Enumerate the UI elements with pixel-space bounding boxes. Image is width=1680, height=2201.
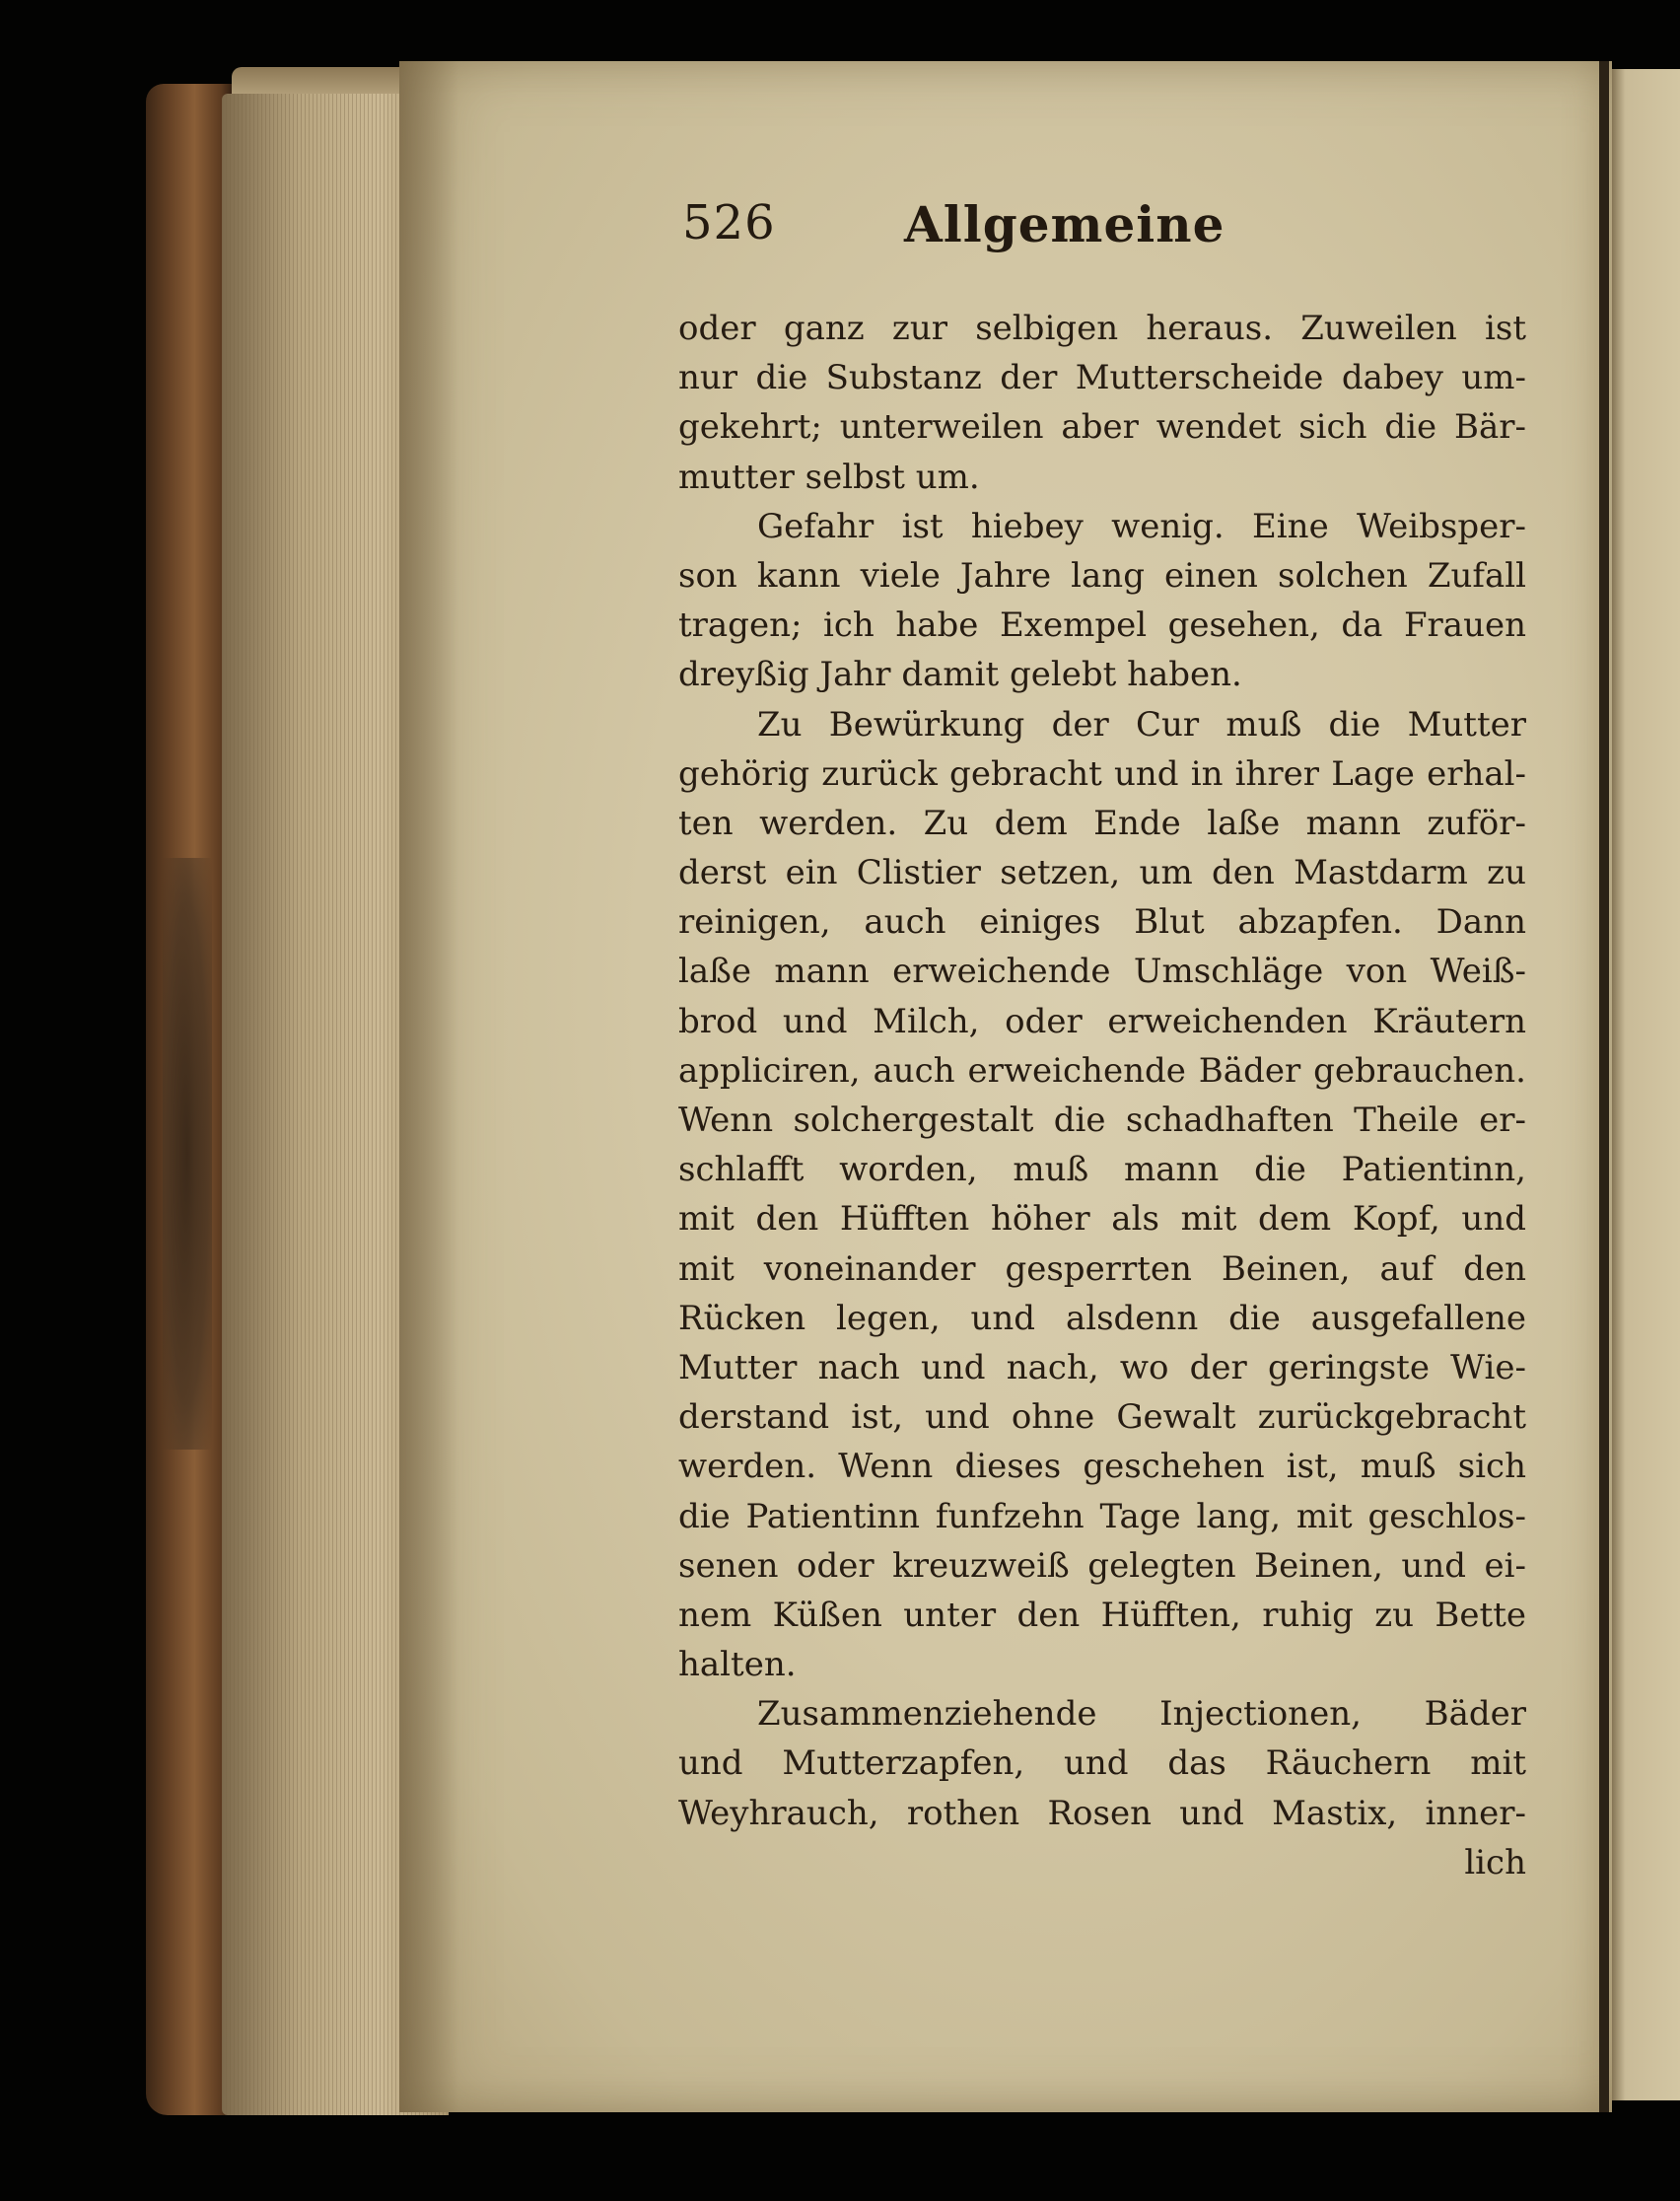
text-line: tragen; ich habe Exempel gesehen, da Frauen bbox=[678, 605, 1526, 646]
text-line: gekehrt; unterweilen aber wendet sich die Bär- bbox=[678, 407, 1526, 448]
text-line: senen oder kreuzweiß gelegten Beinen, und ei- bbox=[678, 1545, 1526, 1586]
text-line: Gefahr ist hiebey wenig. Eine Weibsper- bbox=[757, 506, 1526, 546]
text-line: reinigen, auch einiges Blut abzapfen. Dann bbox=[678, 902, 1526, 943]
text-line: nur die Substanz der Mutterscheide dabey um- bbox=[678, 358, 1526, 398]
page-gutter bbox=[399, 61, 458, 2112]
facing-page bbox=[1607, 69, 1680, 2100]
text-line: werden. Wenn dieses geschehen ist, muß sich bbox=[678, 1447, 1526, 1487]
running-header bbox=[682, 195, 1274, 274]
text-line: halten. bbox=[678, 1645, 797, 1685]
text-line: mutter selbst um. bbox=[678, 457, 980, 497]
text-line: die Patientinn funfzehn Tage lang, mit geschlos- bbox=[678, 1496, 1526, 1536]
text-line: dreyßig Jahr damit gelebt haben. bbox=[678, 655, 1242, 695]
text-line: Zu Bewürkung der Cur muß die Mutter bbox=[757, 704, 1526, 745]
text-line: und Mutterzapfen, und das Räuchern mit bbox=[678, 1743, 1526, 1784]
text-line: gehörig zurück gebracht und in ihrer Lage erhal- bbox=[678, 753, 1526, 794]
text-line: schlafft worden, muß mann die Patientinn, bbox=[678, 1150, 1526, 1190]
text-line: Weyhrauch, rothen Rosen und Mastix, inner- bbox=[678, 1793, 1526, 1833]
running-title: Allgemeine bbox=[904, 195, 1225, 253]
text-line: appliciren, auch erweichende Bäder gebrauchen. bbox=[678, 1050, 1526, 1091]
catchword: lich bbox=[1464, 1842, 1526, 1882]
text-line: ten werden. Zu dem Ende laße mann zuför- bbox=[678, 803, 1526, 843]
text-line: brod und Milch, oder erweichenden Kräutern bbox=[678, 1001, 1526, 1041]
page-number: 526 bbox=[682, 195, 776, 250]
facing-page-edge bbox=[1599, 61, 1609, 2112]
text-line: Wenn solchergestalt die schadhaften Theile er- bbox=[678, 1100, 1526, 1140]
text-line: derst ein Clistier setzen, um den Mastdarm zu bbox=[678, 853, 1526, 893]
text-line: Rücken legen, und alsdenn die ausgefallene bbox=[678, 1298, 1526, 1338]
text-line: mit voneinander gesperrten Beinen, auf den bbox=[678, 1248, 1526, 1289]
text-line: oder ganz zur selbigen heraus. Zuweilen ist bbox=[678, 309, 1526, 348]
text-line: nem Küßen unter den Hüfften, ruhig zu Bette bbox=[678, 1595, 1526, 1635]
text-line: laße mann erweichende Umschläge von Weiß- bbox=[678, 952, 1526, 992]
text-line: mit den Hüfften höher als mit dem Kopf, und bbox=[678, 1199, 1526, 1240]
text-line: Mutter nach und nach, wo der geringste Wie- bbox=[678, 1347, 1526, 1387]
text-line: son kann viele Jahre lang einen solchen Zufall bbox=[678, 555, 1526, 596]
spine-wear bbox=[163, 858, 212, 1450]
text-line: Zusammenziehende Injectionen, Bäder bbox=[757, 1694, 1526, 1735]
body-text bbox=[678, 304, 1526, 1887]
text-line: derstand ist, und ohne Gewalt zurückgebracht bbox=[678, 1397, 1526, 1438]
